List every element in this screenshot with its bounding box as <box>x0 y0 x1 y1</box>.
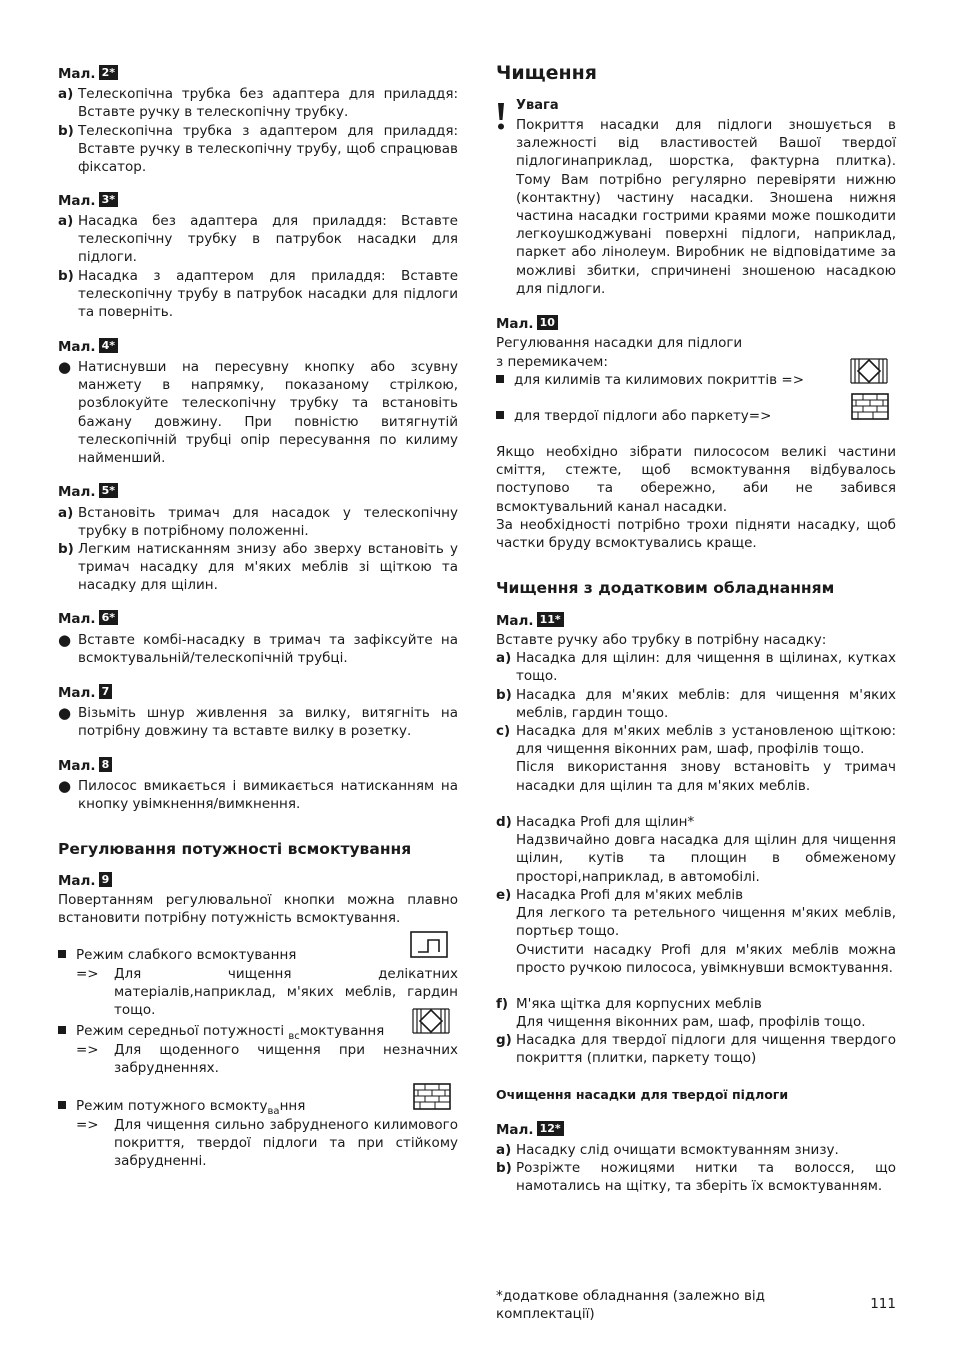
fig-2-label <box>58 65 118 82</box>
fig-9-label <box>58 872 112 889</box>
fig-4-item <box>58 358 458 467</box>
fig-word: Мал. <box>58 66 96 82</box>
fig-number-badge: 11* <box>537 612 564 627</box>
item-text <box>516 722 896 795</box>
item-text-part: Насадка Profi для м'яких меблів <box>516 887 744 903</box>
item-text: Візьміть шнур живлення за вилку, витягніть на потрібну довжину та вставте вилку в розетку. <box>78 705 458 740</box>
item-text-part: М'яка щітка для корпусних меблів <box>516 996 762 1012</box>
fig-number-badge: 4* <box>99 338 118 353</box>
mode-label-part: ння <box>279 1098 306 1114</box>
item-text: Насадка без адаптера для приладдя: Вставте телескопічну трубку в патрубок насадки для підлоги. <box>78 213 458 266</box>
fig-word: Мал. <box>58 611 96 627</box>
footnote: *додаткове обладнання (залежно від комплектації) <box>496 1288 765 1323</box>
mode-low <box>58 946 388 964</box>
fig-5-item-a <box>58 504 458 540</box>
item-text: Насадка для м'яких меблів: для чищення м'яких меблів, гардин тощо. <box>516 687 896 722</box>
mode-low-desc <box>76 965 458 1020</box>
item-text <box>516 995 896 1031</box>
mode-high-desc <box>76 1116 458 1171</box>
square-bullet <box>58 1097 76 1121</box>
mode-label-part: ва <box>267 1106 280 1117</box>
item-marker: b) <box>58 123 74 139</box>
suction-power-heading: Регулювання потужності всмоктування <box>58 840 412 858</box>
fig-word: Мал. <box>496 1122 534 1138</box>
result-arrow: => <box>76 966 99 982</box>
fig-11-label <box>496 612 564 629</box>
fig-word: Мал. <box>58 685 96 701</box>
fig-6-label <box>58 610 118 627</box>
item-text: Насадка для твердої підлоги для чищення твердого покриття (плитки, паркету тощо) <box>516 1032 896 1067</box>
item-marker: c) <box>496 723 511 739</box>
item-text: Насадку слід очищати всмоктуванням знизу. <box>516 1142 839 1158</box>
item-text-part: Насадка для м'яких меблів з установленою щіткою: для чищення віконних рам, шаф, профілів тощо. <box>516 723 896 758</box>
item-text: Легким натисканням знизу або зверху встановіть у тримач насадку для м'яких меблів зі щіткою та насадку для щілин. <box>78 541 458 594</box>
fig-11-item-b <box>496 686 896 722</box>
fig-word: Мал. <box>496 613 534 629</box>
lift-nozzle-paragraph: За необхідності потрібно трохи підняти насадку, щоб частки бруду всмоктувались краще. <box>496 517 896 552</box>
fig-10-label <box>496 315 558 332</box>
fig-3-item-a <box>58 212 458 267</box>
fig-number-badge: 6* <box>99 610 118 625</box>
item-marker: d) <box>496 814 512 830</box>
item-text: Натиснувши на пересувну кнопку або зсувну манжету в напрямку, показаному стрілкою, розблокуйте телескопічну трубку та встановіть бажану довжину. При повністю витягнутій телескопічній трубці опір пересування по килиму найменший. <box>78 359 458 467</box>
item-text: Телескопічна трубка без адаптера для приладдя: Вставте ручку в телескопічну трубку. <box>78 86 458 121</box>
square-bullet <box>496 407 514 425</box>
square-bullet <box>58 946 76 964</box>
item-text: Розріжте ножицями нитки та волосся, що намотались на щітку, та зберіть їх всмоктуванням. <box>516 1160 896 1195</box>
item-text-part: Надзвичайно довга насадка для щілин для чищення щілин, кутів та площин в обмеженому просторі,наприклад, в автомобілі. <box>516 832 896 885</box>
bullet: ● <box>58 777 72 795</box>
bullet: ● <box>58 704 72 722</box>
item-text-part: Після використання знову встановіть у тримач насадки для щілин та для м'яких меблів. <box>516 759 896 794</box>
fig-10-item-carpet <box>496 371 816 389</box>
fig-11-item-d <box>496 813 896 886</box>
fig-10-line1: Регулювання насадки для підлоги <box>496 335 743 351</box>
fig-3-item-b <box>58 267 458 322</box>
fig-number-badge: 5* <box>99 483 118 498</box>
item-marker: a) <box>58 213 74 229</box>
warning-icon <box>496 103 506 131</box>
warning-title: Увага <box>516 98 559 113</box>
item-text: Насадка з адаптером для приладдя: Вставте телескопічну трубу в патрубок насадки для підлоги та поверніть. <box>78 268 458 321</box>
fig-7-item <box>58 704 458 740</box>
fig-2-item-a <box>58 85 458 121</box>
large-debris-paragraph: Якщо необхідно зібрати пилососом великі частини сміття, стежте, щоб всмоктування відбувалось поступово та обережно, аби не забився всмоктувальний канал насадки. <box>496 444 896 515</box>
mode-desc: Для щоденного чищення при незначних забрудненнях. <box>114 1042 458 1077</box>
fig-11-item-a <box>496 649 896 685</box>
item-text: Вставте комбі-насадку в тримач та зафіксуйте на всмоктувальній/телескопічній трубці. <box>78 632 458 667</box>
item-text: Насадка для щілин: для чищення в щілинах, кутках тощо. <box>516 650 896 685</box>
item-text: Встановіть тримач для насадок у телескопічну трубку в потрібному положенні. <box>78 505 458 540</box>
mode-medium-desc <box>76 1041 458 1077</box>
fig-number-badge: 3* <box>99 192 118 207</box>
fig-3-label <box>58 192 118 209</box>
item-marker: b) <box>496 687 512 703</box>
fig-8-label <box>58 757 112 774</box>
parquet-icon <box>413 1083 451 1110</box>
result-arrow: => <box>76 1042 99 1058</box>
item-text: Телескопічна трубка з адаптером для приладдя: Вставте ручку в телескопічну трубу, щоб спрацював фіксатор. <box>78 123 458 176</box>
fig-2-item-b <box>58 122 458 177</box>
item-text-part: Для легкого та ретельного чищення м'яких меблів, портьєр тощо. <box>516 905 896 940</box>
fig-11-item-e <box>496 886 896 977</box>
accessory-cleaning-heading: Чищення з додатковим обладнанням <box>496 579 835 597</box>
item-marker: f) <box>496 996 509 1012</box>
item-marker: e) <box>496 887 512 903</box>
item-marker: a) <box>58 86 74 102</box>
item-marker: g) <box>496 1032 512 1048</box>
fig-5-label <box>58 483 118 500</box>
item-text <box>516 886 896 977</box>
fig-10-line2: з перемикачем: <box>496 354 608 370</box>
fig-word: Мал. <box>496 316 534 332</box>
bullet: ● <box>58 358 72 376</box>
fig-number-badge: 2* <box>99 65 118 80</box>
mode-desc: Для чищення делікатних матеріалів,наприклад, м'яких меблів, гардин тощо. <box>114 966 458 1019</box>
mode-label-part: моктування <box>299 1023 385 1039</box>
page-number: 111 <box>870 1296 896 1312</box>
mode-label-part: Режим потужного всмокту <box>76 1098 268 1114</box>
item-text-part: Очистити насадку Profi для м'яких меблів можна просто ручкою пилососа, увімкнувши всмоктування. <box>516 941 896 976</box>
fig-word: Мал. <box>58 758 96 774</box>
result-arrow: => <box>76 1117 99 1133</box>
fig-12-label <box>496 1121 564 1138</box>
item-marker: a) <box>58 505 74 521</box>
mode-label-part: вс <box>288 1031 300 1042</box>
mode-label-part: Режим середньої потужності <box>76 1023 289 1039</box>
fig-word: Мал. <box>58 339 96 355</box>
square-bullet <box>496 371 514 389</box>
bullet: ● <box>58 631 72 649</box>
warning-text: Покриття насадки для підлоги зношується в залежності від властивостей Вашої твердої підлогинаприклад, шорстка, фактурна плитка). Тому Вам потрібно регулярно перевіряти нижню (контактну) частину насадки. Зношена нижня частина насадки гострими краями може пошкодити легкоушкоджувані поверхні підлоги, наприклад, паркет або лінолеум. Виробник не відповідатиме за можливі збитки, спричинені зношеною насадкою для підлоги. <box>516 117 896 297</box>
item-text <box>516 813 896 886</box>
fig-number-badge: 8 <box>99 757 113 772</box>
hard-floor-nozzle-heading: Очищення насадки для твердої підлоги <box>496 1087 789 1102</box>
fig-7-label <box>58 684 112 701</box>
item-marker: b) <box>58 541 74 557</box>
fig-word: Мал. <box>58 193 96 209</box>
fig-4-label <box>58 338 118 355</box>
fig-9-intro: Повертанням регулювальної кнопки можна плавно встановити потрібну потужність всмоктування. <box>58 892 458 927</box>
fig-12-item-a <box>496 1141 896 1159</box>
fig-number-badge: 7 <box>99 684 113 699</box>
item-text: Пилосос вмикається і вимикається натисканням на кнопку увімкнення/вимкнення. <box>78 778 458 813</box>
item-text: для килимів та килимових покриттів => <box>514 372 805 388</box>
fig-number-badge: 12* <box>537 1121 564 1136</box>
item-marker: b) <box>58 268 74 284</box>
fig-number-badge: 9 <box>99 872 113 887</box>
fig-word: Мал. <box>58 873 96 889</box>
item-text-part: Для чищення віконних рам, шаф, профілів тощо. <box>516 1014 866 1031</box>
fig-word: Мал. <box>58 484 96 500</box>
fig-11-item-c <box>496 722 896 795</box>
fig-10-item-parquet <box>496 407 816 425</box>
mode-desc: Для чищення сильно забрудненого килимового покриття, твердої підлоги та при стійкому забрудненні. <box>114 1117 458 1170</box>
fig-11-item-f <box>496 995 896 1031</box>
item-marker: a) <box>496 1142 512 1158</box>
carpet-icon <box>849 357 889 385</box>
item-text-part: Насадка Profi для щілин* <box>516 814 695 830</box>
fig-11-item-g <box>496 1031 896 1067</box>
fig-6-item <box>58 631 458 667</box>
cleaning-heading: Чищення <box>496 62 598 84</box>
fig-5-item-b <box>58 540 458 595</box>
low-power-icon <box>410 931 448 958</box>
fig-8-item <box>58 777 458 813</box>
parquet-icon <box>851 393 889 420</box>
fig-number-badge: 10 <box>537 315 558 330</box>
mode-label: Режим слабкого всмоктування <box>76 947 297 963</box>
fig-11-intro: Вставте ручку або трубку в потрібну насадку: <box>496 632 827 648</box>
item-marker: a) <box>496 650 512 666</box>
square-bullet <box>58 1022 76 1046</box>
carpet-icon <box>411 1007 451 1035</box>
item-text: для твердої підлоги або паркету=> <box>514 408 772 424</box>
item-marker: b) <box>496 1160 512 1176</box>
fig-12-item-b <box>496 1159 896 1195</box>
